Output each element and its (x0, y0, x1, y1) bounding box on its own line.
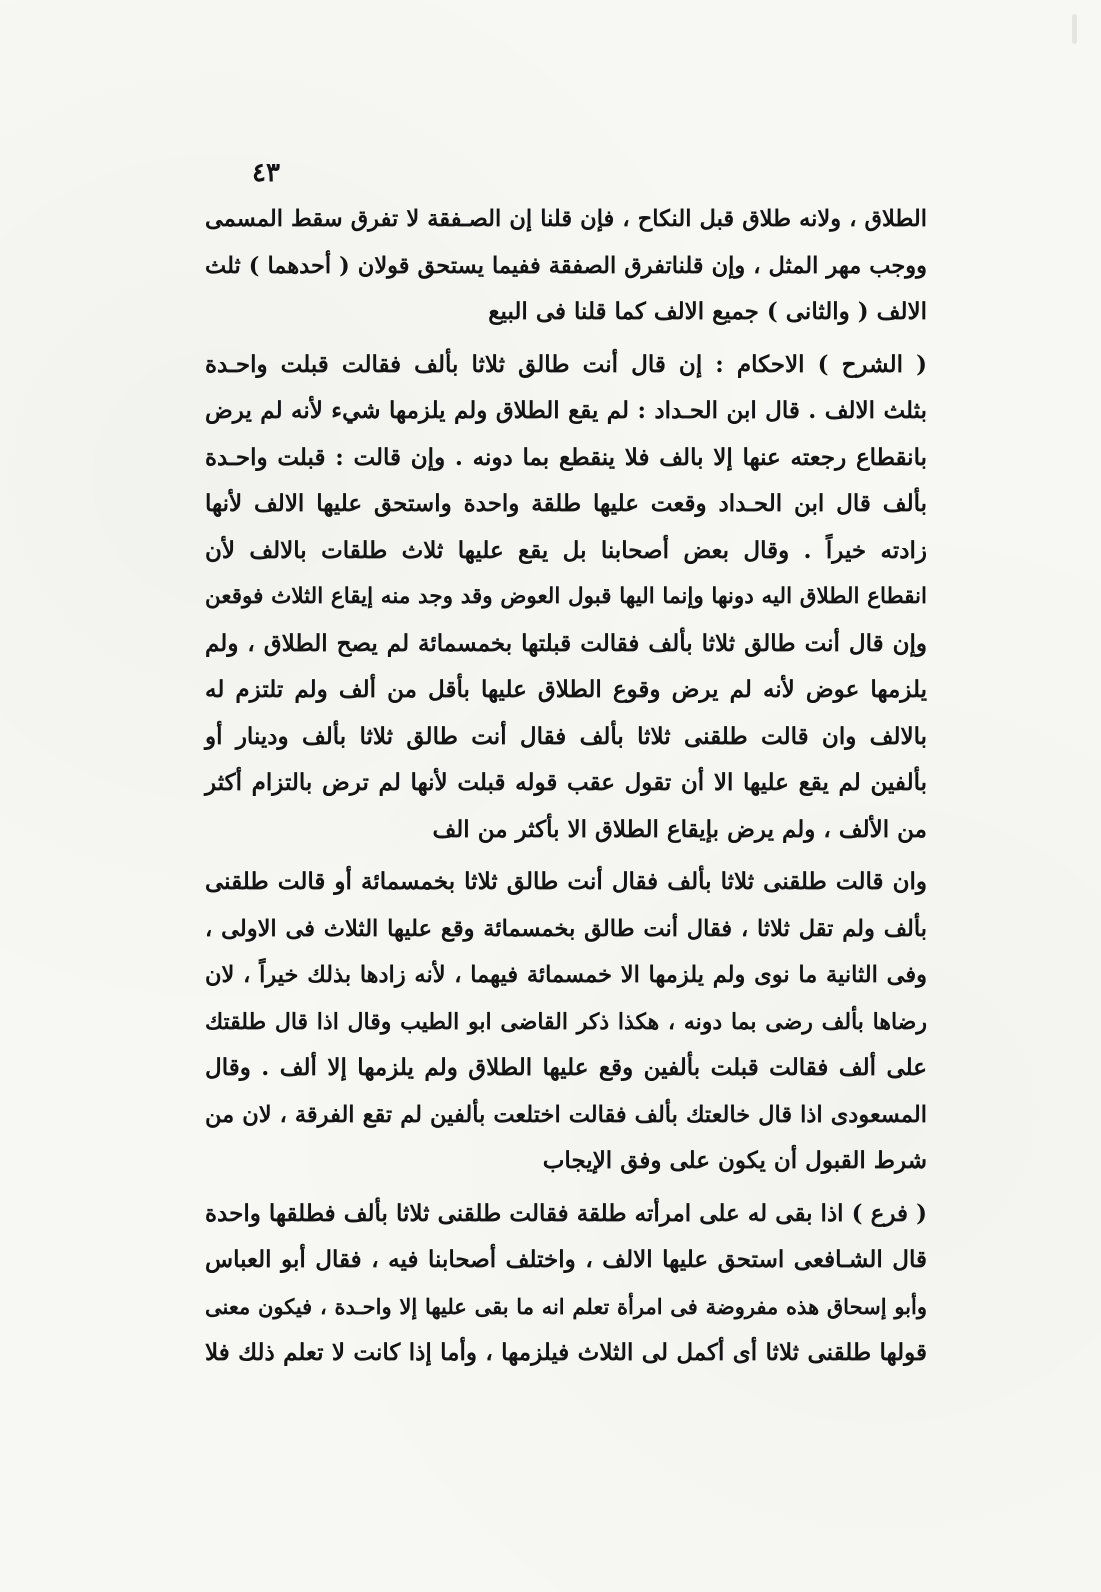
text-line: وفى الثانية ما نوى ولم يلزمها الا خمسمائة فيهما ، لأنه زادها بذلك خيراً ، لان (205, 962, 927, 988)
text-line: بألف ولم تقل ثلاثا ، فقال أنت طالق بخمسمائة وقع عليها الثلاث فى الاولى ، (205, 915, 927, 942)
text-line: بألفين لم يقع عليها الا أن تقول عقب قوله قبلت لأنها لم ترض بالتزام أكثر (205, 769, 927, 796)
text-line: المسعودى اذا قال خالعتك بألف فقالت اختلعت بألفين لم تقع الفرقة ، لان من (205, 1101, 927, 1128)
text-line: الطلاق ، ولانه طلاق قبل النكاح ، فإن قلنا إن الصـفقة لا تفرق سقط المسمى (205, 206, 927, 232)
text-line: وإن قال أنت طالق ثلاثا بألف فقالت قبلتها بخمسمائة لم يصح الطلاق ، ولم (205, 629, 927, 657)
text-line: بألف قال ابن الحـداد وقعت عليها طلقة واحدة واستحق عليها الالف لأنها (205, 490, 927, 517)
text-line: شرط القبول أن يكون على وفق الإيجاب (542, 1147, 927, 1174)
text-line: ( فرع ) اذا بقى له على امرأته طلقة فقالت طلقنى ثلاثا بألف فطلقها واحدة (205, 1199, 927, 1227)
paragraph-2 (205, 342, 927, 854)
text-line: وأبو إسحاق هذه مفروضة فى امرأة تعلم انه ما بقى عليها إلا واحـدة ، فيكون معنى (205, 1293, 927, 1319)
text-line: الالف ( والثانى ) جميع الالف كما قلنا فى البيع (488, 298, 927, 325)
text-line: بانقطاع رجعته عنها إلا بالف فلا ينقطع بما دونه . وإن قالت : قبلت واحـدة (205, 443, 927, 471)
page-number: ٤٣ (252, 158, 280, 188)
text-line: قال الشـافعى استحق عليها الالف ، واختلف أصحابنا فيه ، فقال أبو العباس (205, 1246, 927, 1273)
text-line: من الألف ، ولم يرض بإيقاع الطلاق الا بأكثر من الف (432, 815, 927, 843)
body-text (205, 196, 927, 1383)
text-line: رضاها بألف رضى بما دونه ، هكذا ذكر القاضى ابو الطيب وقال اذا قال طلقتك (205, 1008, 927, 1035)
paragraph-4 (205, 1191, 927, 1377)
text-line: بالالف وان قالت طلقنى ثلاثا بألف فقال أنت طالق ثلاثا بألف ودينار أو (205, 722, 927, 750)
text-line: وان قالت طلقنى ثلاثا بألف فقال أنت طالق ثلاثا بخمسمائة أو قالت طلقنى (205, 868, 927, 895)
text-line: بثلث الالف . قال ابن الحـداد : لم يقع الطلاق ولم يلزمها شيء لأنه لم يرض (205, 397, 927, 424)
text-line: زادته خيراً . وقال بعض أصحابنا بل يقع عليها ثلاث طلقات بالالف لأن (205, 536, 927, 564)
text-line: ( الشرح ) الاحكام : إن قال أنت طالق ثلاثا بألف فقالت قبلت واحـدة (205, 350, 927, 378)
text-line: ووجب مهر المثل ، وإن قلناتفرق الصفقة ففيما يستحق قولان ( أحدهما ) ثلث (205, 252, 927, 279)
text-line: يلزمها عوض لأنه لم يرض وقوع الطلاق عليها بأقل من ألف ولم تلتزم له (205, 676, 927, 703)
text-line: انقطاع الطلاق اليه دونها وإنما اليها قبول العوض وقد وجد منه إيقاع الثلاث فوقعن (205, 584, 927, 609)
paragraph-3 (205, 859, 927, 1185)
paragraph-1 (205, 196, 927, 336)
text-line: قولها طلقنى ثلاثا أى أكمل لى الثلاث فيلزمها ، وأما إذا كانت لا تعلم ذلك فلا (205, 1339, 927, 1366)
scan-mark (1072, 14, 1077, 44)
text-line: على ألف فقالت قبلت بألفين وقع عليها الطلاق ولم يلزمها إلا ألف . وقال (205, 1054, 927, 1081)
